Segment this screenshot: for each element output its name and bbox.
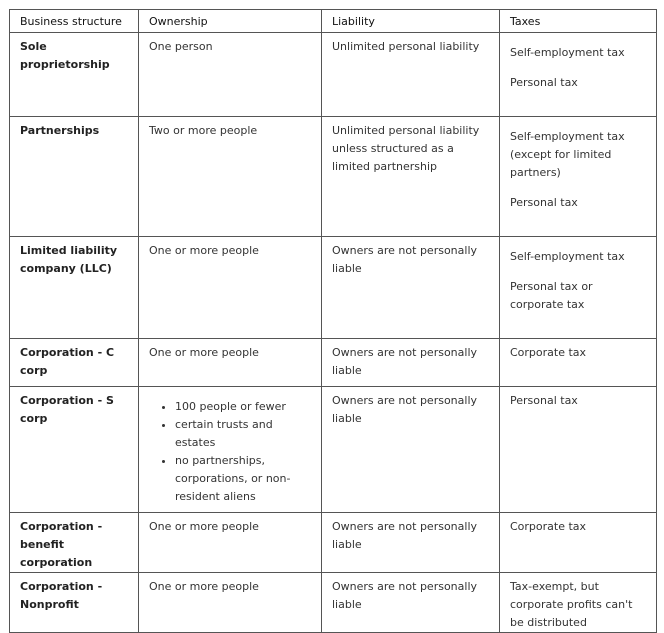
taxes-cell: [500, 237, 657, 339]
taxes-cell: [500, 117, 657, 237]
tax-item: Personal tax or corporate tax: [510, 280, 593, 311]
structure-cell: Partnerships: [10, 117, 139, 237]
taxes-cell: [500, 33, 657, 117]
tax-item: Corporate tax: [510, 346, 587, 359]
table-row: [10, 513, 657, 573]
liability-cell: Owners are not personally liable: [322, 237, 500, 339]
table-row: [10, 573, 657, 633]
table-row: [10, 237, 657, 339]
taxes-cell: [500, 513, 657, 573]
structure-cell: Corporation - benefit corporation: [10, 513, 139, 573]
header-row: [10, 10, 657, 33]
header-taxes: Taxes: [500, 10, 657, 33]
structure-cell: Limited liability company (LLC): [10, 237, 139, 339]
business-structure-table: [9, 9, 657, 633]
list-item: • no partnerships, corporations, or non-resident aliens: [175, 452, 311, 506]
tax-item: Self-employment tax (except for limited partners): [510, 130, 625, 179]
structure-cell: Corporation - Nonprofit: [10, 573, 139, 633]
liability-cell: Owners are not personally liable: [322, 339, 500, 387]
taxes-cell: [500, 339, 657, 387]
tax-item: Corporate tax: [510, 520, 587, 533]
tax-item: Tax-exempt, but corporate profits can't be distributed: [510, 580, 633, 629]
taxes-cell: [500, 387, 657, 513]
liability-cell: Unlimited personal liability: [322, 33, 500, 117]
liability-cell: Owners are not personally liable: [322, 513, 500, 573]
table-row: [10, 33, 657, 117]
ownership-cell: One or more people: [139, 573, 322, 633]
ownership-cell: One or more people: [139, 339, 322, 387]
table-row: [10, 387, 657, 513]
tax-item: Self-employment tax: [510, 250, 625, 263]
header-ownership: Ownership: [139, 10, 322, 33]
ownership-list: [149, 398, 311, 506]
structure-cell: Corporation - S corp: [10, 387, 139, 513]
liability-cell: Unlimited personal liability unless structured as a limited partnership: [322, 117, 500, 237]
tax-item: Personal tax: [510, 394, 578, 407]
list-item: • 100 people or fewer: [175, 398, 311, 416]
taxes-cell: [500, 573, 657, 633]
list-item: • certain trusts and estates: [175, 416, 311, 452]
header-liability: Liability: [322, 10, 500, 33]
tax-item: Self-employment tax: [510, 46, 625, 59]
header-business-structure: Business structure: [10, 10, 139, 33]
tax-item: Personal tax: [510, 76, 578, 89]
structure-cell: Sole proprietorship: [10, 33, 139, 117]
ownership-cell: [139, 387, 322, 513]
ownership-cell: One or more people: [139, 237, 322, 339]
ownership-cell: One person: [139, 33, 322, 117]
table-row: [10, 117, 657, 237]
liability-cell: Owners are not personally liable: [322, 573, 500, 633]
structure-cell: Corporation - C corp: [10, 339, 139, 387]
liability-cell: Owners are not personally liable: [322, 387, 500, 513]
table-row: [10, 339, 657, 387]
tax-item: Personal tax: [510, 196, 578, 209]
ownership-cell: One or more people: [139, 513, 322, 573]
ownership-cell: Two or more people: [139, 117, 322, 237]
